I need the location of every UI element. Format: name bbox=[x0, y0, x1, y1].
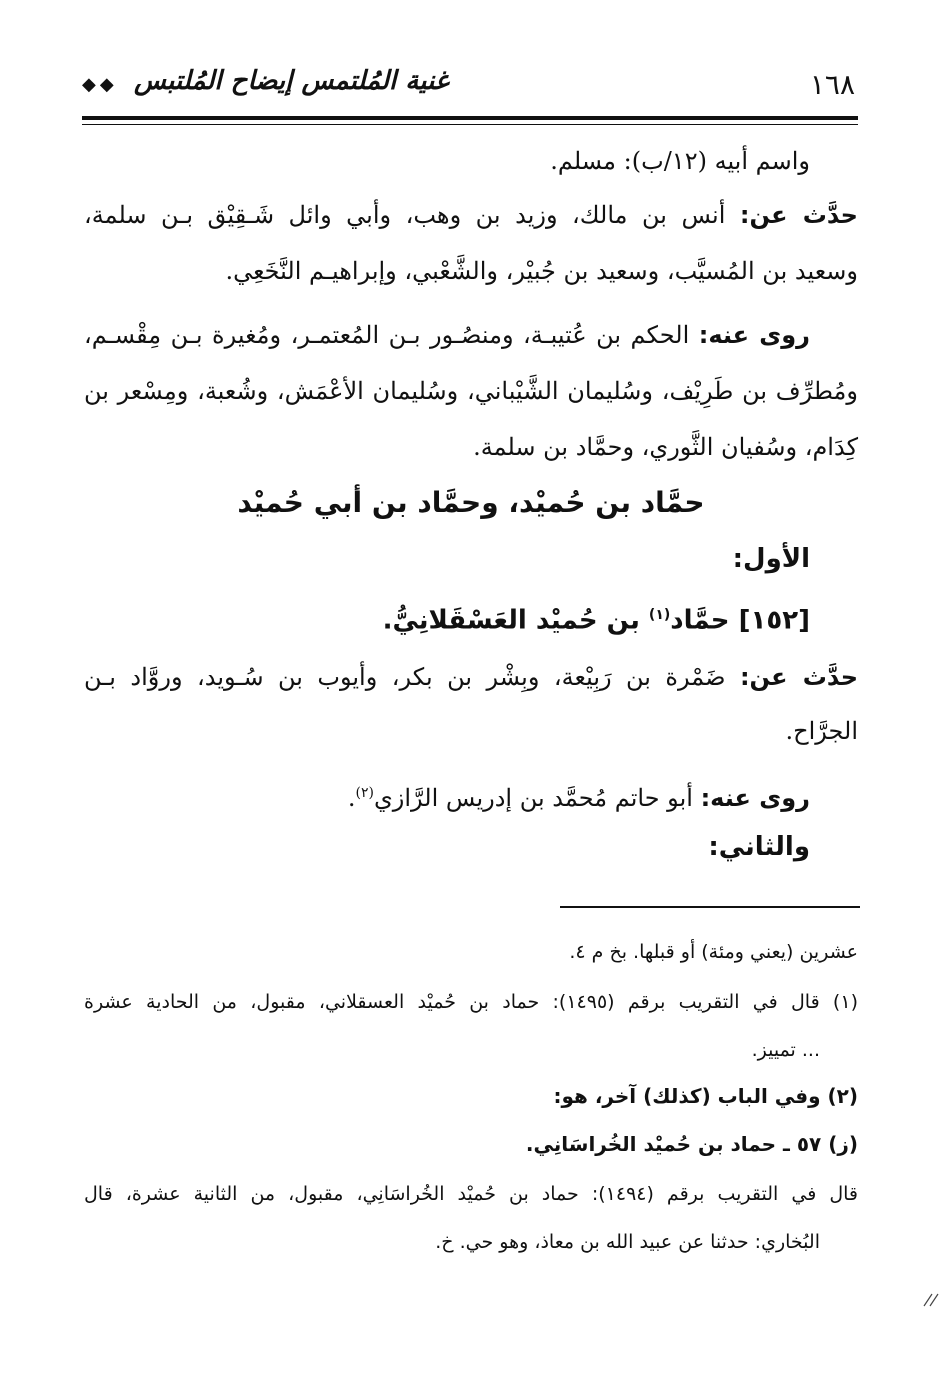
page-number: ١٦٨ bbox=[809, 68, 855, 101]
footnote-ref: (١) bbox=[648, 607, 671, 623]
entry-title bbox=[84, 598, 810, 638]
footnote-line: قال في التقريب برقم (١٤٩٤): حماد بن حُميْد الخُراسَانِي، مقبول، من الثانية عشرة، قال bbox=[84, 1183, 858, 1205]
text-line: كِدَام، وسُفيان الثَّوري، وحمَّاد بن سلمة. bbox=[473, 433, 858, 461]
footnote-line: عشرين (يعني ومئة) أو قبلها. بخ م ٤. bbox=[569, 941, 858, 963]
text-line: الجرَّاح. bbox=[785, 717, 858, 745]
footnote-line: البُخاري: حدثنا عن عبيد الله بن معاذ، وهو حي. خ. bbox=[435, 1231, 820, 1253]
footnote-ref: (٢) bbox=[355, 785, 374, 801]
footnote-rule bbox=[560, 906, 860, 908]
text-line bbox=[84, 318, 810, 352]
running-title: غنية المُلتمس إيضاح المُلتبس bbox=[134, 66, 449, 96]
text-line bbox=[84, 198, 858, 232]
section-heading: حمَّاد بن حُميْد، وحمَّاد بن أبي حُميْد bbox=[237, 486, 705, 519]
scan-mark-icon bbox=[922, 1292, 942, 1308]
text-span: . bbox=[347, 784, 356, 812]
entry-number: [١٥٢] bbox=[738, 605, 810, 636]
text-line: واسم أبيه (١٢/ب): مسلم. bbox=[550, 147, 810, 175]
section-label: حدَّث عن: bbox=[739, 201, 858, 229]
entry-name-rest: بن حُميْد العَسْقَلانِيُّ. bbox=[382, 605, 640, 636]
text-span: أبو حاتم مُحمَّد بن إدريس الرَّازي bbox=[373, 784, 693, 812]
text-span: أنس بن مالك، وزيد بن وهب، وأبي وائل شَـقِيْق بـن سلمة، bbox=[84, 201, 726, 229]
footnote-line: (١) قال في التقريب برقم (١٤٩٥): حماد بن حُميْد العسقلاني، مقبول، من الحادية عشرة bbox=[84, 991, 858, 1013]
page-header bbox=[82, 62, 855, 112]
text-span: ضَمْرة بن رَبِيْعة، وبِشْر بن بكر، وأيوب بن سُـويد، وروَّاد بـن bbox=[84, 663, 726, 691]
diamond-ornament-icon: ◆◆ bbox=[82, 74, 118, 95]
header-rule-thick bbox=[82, 116, 858, 120]
text-line bbox=[84, 660, 858, 694]
entry-name: حمَّاد bbox=[670, 605, 730, 636]
footnote-line: (٢) وفي الباب (كذلك) آخر، هو: bbox=[553, 1084, 858, 1108]
text-line: وسعيد بن المُسيَّب، وسعيد بن جُبيْر، والشَّعْبي، وإبراهيـم النَّخَعِي. bbox=[225, 257, 858, 285]
footnote-line: (ز) ٥٧ ـ حماد بن حُميْد الخُراسَانِي. bbox=[525, 1132, 858, 1156]
text-span: الحكم بن عُتيبـة، ومنصُـور بـن المُعتمـر، ومُغيرة بـن مِقْسـم، bbox=[84, 321, 690, 349]
text-line bbox=[84, 776, 810, 815]
subheading-second: والثاني: bbox=[708, 832, 810, 862]
section-label: روى عنه: bbox=[700, 784, 810, 812]
footnote-line: ... تمييز. bbox=[751, 1039, 820, 1061]
header-rule-thin bbox=[82, 124, 858, 125]
section-label: حدَّث عن: bbox=[739, 663, 858, 691]
subheading-first: الأول: bbox=[732, 544, 810, 574]
section-label: روى عنه: bbox=[698, 321, 810, 349]
text-line: ومُطرِّف بن طَرِيْف، وسُليمان الشَّيْباني، وسُليمان الأعْمَش، وشُعبة، ومِسْعر بن bbox=[84, 377, 858, 405]
